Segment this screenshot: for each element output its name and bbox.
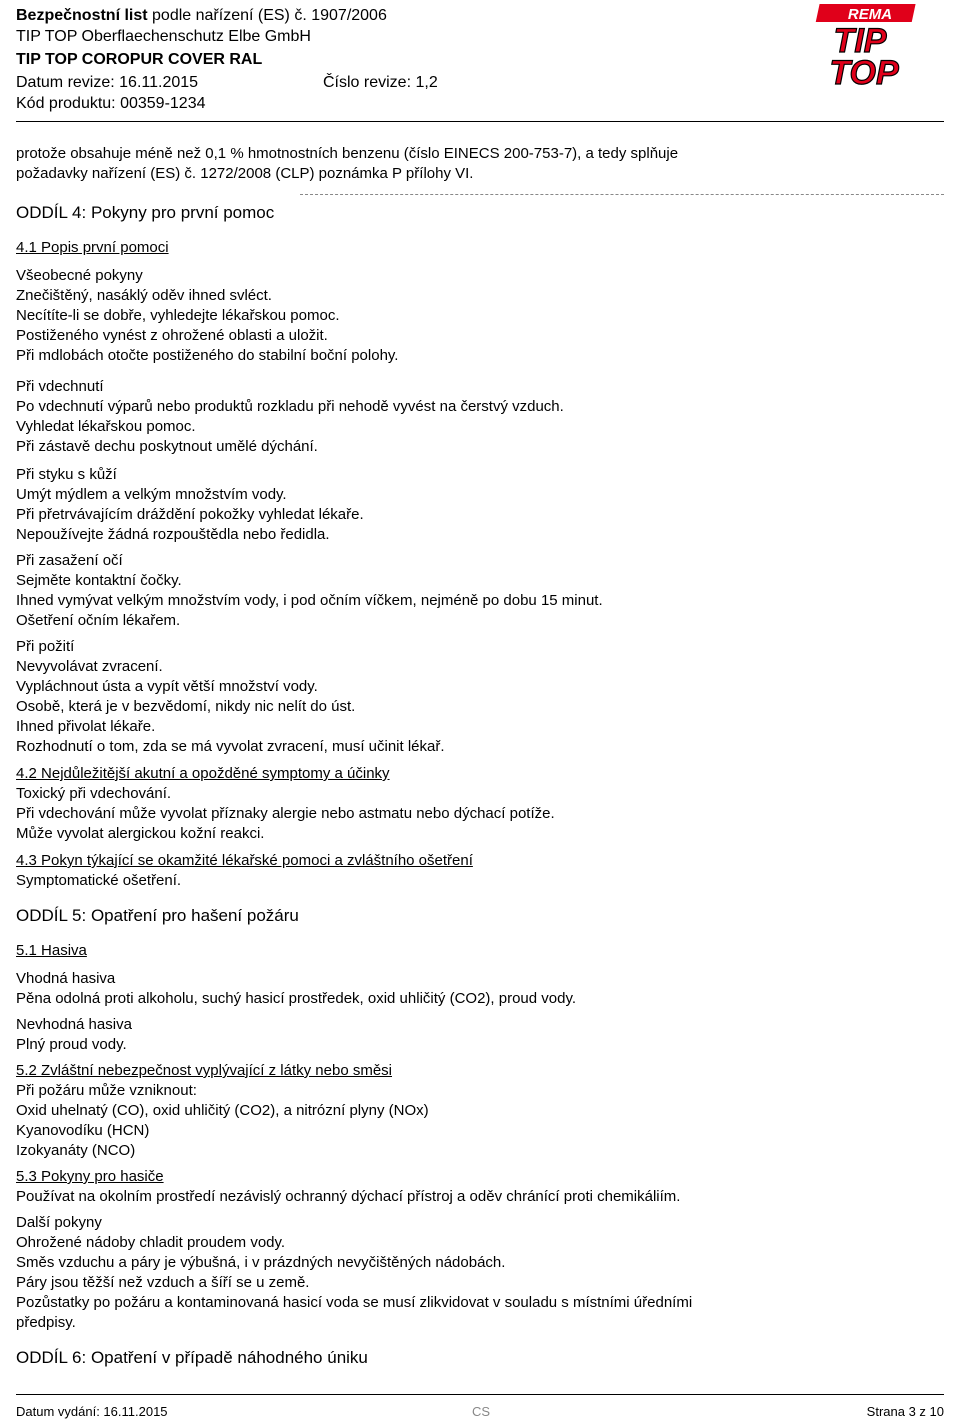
paragraph-line: předpisy. xyxy=(16,1314,76,1331)
logo-bot-text: TOP xyxy=(829,54,899,88)
paragraph-line: Používat na okolním prostředí nezávislý ochranný dýchací přístroj a oděv chránící proti chemikáliím. xyxy=(16,1188,681,1205)
intro-line: požadavky nařízení (ES) č. 1272/2008 (CLP) poznámka P přílohy VI. xyxy=(16,165,474,182)
doc-title: Bezpečnostní list xyxy=(16,7,148,24)
section-5-title: ODDÍL 5: Opatření pro hašení požáru xyxy=(16,906,299,925)
unsuitable-media-label: Nevhodná hasiva xyxy=(16,1016,132,1033)
ingestion-label: Při požití xyxy=(16,638,75,655)
header-title-line xyxy=(16,6,387,26)
paragraph-line: Při vdechování může vyvolat příznaky alergie nebo astmatu nebo dýchací potíže. xyxy=(16,805,555,822)
paragraph-line: Znečištěný, nasáklý oděv ihned svléct. xyxy=(16,287,272,304)
intro-line: protože obsahuje méně než 0,1 % hmotnostních benzenu (číslo EINECS 200-753-7), a tedy splňuje xyxy=(16,145,679,162)
subsection-4-1: 4.1 Popis první pomoci xyxy=(16,239,169,256)
document-body xyxy=(16,144,946,1369)
paragraph-line: Toxický při vdechování. xyxy=(16,785,172,802)
page-number: Strana 3 z 10 xyxy=(866,1404,944,1419)
general-label: Všeobecné pokyny xyxy=(16,267,143,284)
document-header xyxy=(0,0,960,122)
issue-date: Datum vydání: 16.11.2015 xyxy=(16,1404,168,1419)
paragraph-line: Páry jsou těžší než vzduch a šíří se u země. xyxy=(16,1274,310,1291)
paragraph-line: Rozhodnutí o tom, zda se má vyvolat zvracení, musí učinit lékař. xyxy=(16,738,445,755)
subsection-4-2: 4.2 Nejdůležitější akutní a opožděné symptomy a účinky xyxy=(16,765,390,782)
paragraph-line: Vypláchnout ústa a vypít větší množství vody. xyxy=(16,678,318,695)
paragraph-line: Izokyanáty (NCO) xyxy=(16,1142,136,1159)
footer-rule xyxy=(16,1394,944,1395)
paragraph-line: Postiženého vynést z ohrožené oblasti a uložit. xyxy=(16,327,328,344)
paragraph-line: Při přetrvávajícím dráždění pokožky vyhledat lékaře. xyxy=(16,506,364,523)
company-name: TIP TOP Oberflaechenschutz Elbe GmbH xyxy=(16,28,311,45)
header-rule xyxy=(16,121,944,122)
logo-mid-text: TIP xyxy=(833,22,887,60)
eye-label: Při zasažení očí xyxy=(16,552,123,569)
inhalation-label: Při vdechnutí xyxy=(16,378,104,395)
paragraph-line: Oxid uhelnatý (CO), oxid uhličitý (CO2), a nitrózní plyny (NOx) xyxy=(16,1102,429,1119)
logo-top-text: REMA xyxy=(847,6,893,23)
paragraph-line: Pěna odolná proti alkoholu, suchý hasicí prostředek, oxid uhličitý (CO2), proud vody. xyxy=(16,990,577,1007)
paragraph-line: Vyhledat lékařskou pomoc. xyxy=(16,418,196,435)
paragraph-line: Ihned přivolat lékaře. xyxy=(16,718,156,735)
product-name: TIP TOP COROPUR COVER RAL xyxy=(16,51,263,68)
suitable-media-label: Vhodná hasiva xyxy=(16,970,116,987)
section-6-title: ODDÍL 6: Opatření v případě náhodného úniku xyxy=(16,1348,368,1367)
further-info-label: Další pokyny xyxy=(16,1214,102,1231)
paragraph-line: Nevyvolávat zvracení. xyxy=(16,658,163,675)
subsection-4-3: 4.3 Pokyn týkající se okamžité lékařské pomoci a zvláštního ošetření xyxy=(16,852,473,869)
subsection-5-3: 5.3 Pokyny pro hasiče xyxy=(16,1168,164,1185)
paragraph-line: Plný proud vody. xyxy=(16,1036,127,1053)
paragraph-line: Může vyvolat alergickou kožní reakci. xyxy=(16,825,265,842)
skin-label: Při styku s kůží xyxy=(16,466,117,483)
revision-number: Číslo revize: 1,2 xyxy=(323,74,438,91)
revision-date: Datum revize: 16.11.2015 xyxy=(16,74,199,91)
paragraph-line: Ošetření očním lékařem. xyxy=(16,612,181,629)
paragraph-line: Pozůstatky po požáru a kontaminovaná hasicí voda se musí zlikvidovat v souladu s místními úředními xyxy=(16,1294,693,1311)
paragraph-line: Ihned vymývat velkým množstvím vody, i pod očním víčkem, nejméně po dobu 15 minut. xyxy=(16,592,603,609)
paragraph-line: Při požáru může vzniknout: xyxy=(16,1082,197,1099)
paragraph-line: Symptomatické ošetření. xyxy=(16,872,182,889)
paragraph-line: Necítíte-li se dobře, vyhledejte lékařskou pomoc. xyxy=(16,307,340,324)
language-code: CS xyxy=(472,1404,491,1419)
regulation: podle nařízení (ES) č. 1907/2006 xyxy=(152,7,387,24)
paragraph-line: Směs vzduchu a páry je výbušná, i v prázdných nevyčištěných nádobách. xyxy=(16,1254,506,1271)
paragraph-line: Při zástavě dechu poskytnout umělé dýchání. xyxy=(16,438,318,455)
paragraph-line: Nepoužívejte žádná rozpouštědla nebo ředidla. xyxy=(16,526,330,543)
paragraph-line: Ohrožené nádoby chladit proudem vody. xyxy=(16,1234,286,1251)
paragraph-line: Sejměte kontaktní čočky. xyxy=(16,572,182,589)
subsection-5-2: 5.2 Zvláštní nebezpečnost vyplývající z látky nebo směsi xyxy=(16,1062,393,1079)
section-4-title: ODDÍL 4: Pokyny pro první pomoc xyxy=(16,203,275,222)
product-code: Kód produktu: 00359-1234 xyxy=(16,95,206,112)
subsection-5-1: 5.1 Hasiva xyxy=(16,942,87,959)
paragraph-line: Umýt mýdlem a velkým množstvím vody. xyxy=(16,486,287,503)
paragraph-line: Po vdechnutí výparů nebo produktů rozkladu při nehodě vyvést na čerstvý vzduch. xyxy=(16,398,564,415)
paragraph-line: Osobě, která je v bezvědomí, nikdy nic nelít do úst. xyxy=(16,698,356,715)
paragraph-line: Při mdlobách otočte postiženého do stabilní boční polohy. xyxy=(16,347,399,364)
paragraph-line: Kyanovodíku (HCN) xyxy=(16,1122,150,1139)
rema-tip-top-logo xyxy=(806,2,918,88)
